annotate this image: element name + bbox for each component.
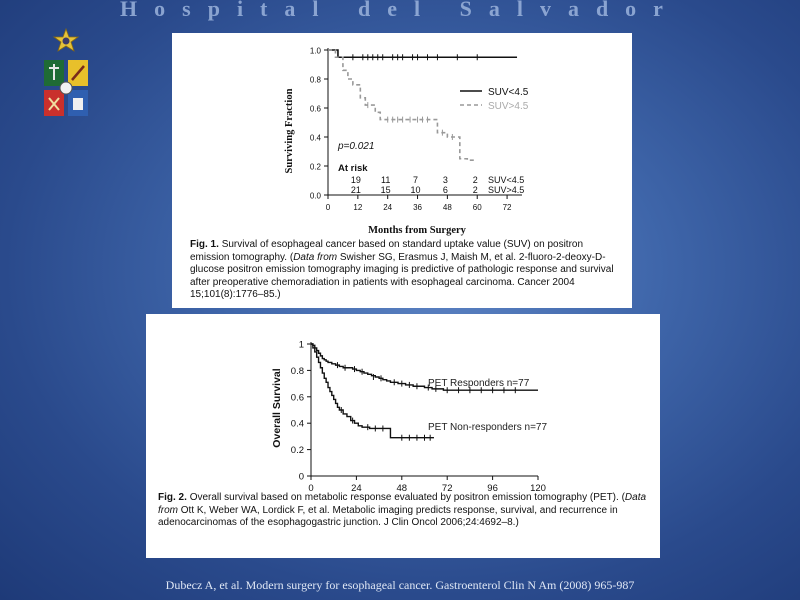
figure1-caption-italic: Data from <box>293 251 338 263</box>
series-label-responders: PET Responders n=77 <box>428 378 530 389</box>
figure2-caption-italic: Data from <box>158 492 647 516</box>
at-risk-value: 3 <box>442 175 448 185</box>
university-crest-icon <box>38 28 94 124</box>
x-tick-label: 12 <box>353 203 363 212</box>
y-tick-label: 0.6 <box>290 392 304 404</box>
figure1-caption <box>190 239 620 302</box>
at-risk-value: 6 <box>442 185 448 195</box>
at-risk-label: At risk <box>338 163 368 174</box>
at-risk-value: 7 <box>413 175 419 185</box>
figure2-caption-rest: Ott K, Weber WA, Lordick F, et al. Metabolic imaging predicts response, survival, and recurrence in adenocarcinomas of the esophagogastric junction. J Clin Oncol 2006;24:4692–8.) <box>158 504 618 528</box>
at-risk-value: 19 <box>350 175 361 185</box>
footer-citation: Dubecz A, et al. Modern surgery for esophageal cancer. Gastroenterol Clin N Am (2008) 965-987 <box>165 578 635 592</box>
legend-label-suv-high: SUV>4.5 <box>488 101 529 112</box>
x-tick-label: 60 <box>472 203 482 212</box>
figure1-chart <box>172 33 632 238</box>
figure2-chart <box>146 314 660 492</box>
at-risk-value: 11 <box>381 175 391 185</box>
x-tick-label: 0 <box>308 483 314 492</box>
x-tick-label: 0 <box>325 203 331 212</box>
y-tick-label: 0 <box>298 471 304 483</box>
figure2-ylabel: Overall Survival <box>271 368 283 448</box>
y-tick-label: 0.4 <box>309 133 321 143</box>
figure1-caption-label: Fig. 1. <box>190 239 219 250</box>
crest-star <box>54 29 78 51</box>
figure2-caption-label: Fig. 2. <box>158 492 187 503</box>
y-tick-label: 0.4 <box>290 418 304 430</box>
x-tick-label: 72 <box>502 203 512 212</box>
at-risk-value: 21 <box>350 185 361 195</box>
x-tick-label: 48 <box>396 483 408 492</box>
y-tick-label: 1 <box>298 339 304 351</box>
x-tick-label: 96 <box>487 483 498 492</box>
at-risk-value: 2 <box>472 175 478 185</box>
y-tick-label: 1.0 <box>309 46 321 56</box>
figure1-caption-rest: Swisher SG, Erasmus J, Maish M, et al. 2-fluoro-2-deoxy-D-glucose positron emission tomography imaging is predictive of pathologic response and survival after preoperative chemoradiation in patients with esophageal carcinoma. Cancer 2004 15;101(8):1776–85.) <box>190 251 614 300</box>
legend-label-suv-low: SUV<4.5 <box>488 87 529 98</box>
y-tick-label: 0.8 <box>309 75 321 85</box>
at-risk-row-label: SUV<4.5 <box>488 175 525 185</box>
header-title: Hospital del Salvador <box>120 0 680 21</box>
series-line-0 <box>328 50 517 57</box>
crest-shield <box>44 60 88 116</box>
x-tick-label: 48 <box>442 203 452 212</box>
x-tick-label: 36 <box>413 203 422 212</box>
y-tick-label: 0.2 <box>309 162 321 172</box>
x-tick-label: 24 <box>383 203 393 212</box>
x-tick-label: 120 <box>530 483 546 492</box>
figure2-panel <box>146 314 660 558</box>
y-tick-label: 0.8 <box>290 365 304 377</box>
series-label-nonresponders: PET Non-responders n=77 <box>428 422 548 433</box>
at-risk-value: 15 <box>380 185 391 195</box>
p-value: p=0.021 <box>338 141 375 152</box>
x-tick-label: 72 <box>441 483 453 492</box>
at-risk-row-label: SUV>4.5 <box>488 185 525 195</box>
y-tick-label: 0.2 <box>290 445 304 457</box>
at-risk-value: 10 <box>410 185 421 195</box>
figure2-caption <box>158 492 648 530</box>
series-line-1 <box>311 344 434 438</box>
figure1-xlabel: Months from Surgery <box>368 225 466 236</box>
at-risk-value: 2 <box>472 185 478 195</box>
figure1-panel <box>172 33 632 308</box>
figure1-caption-text: Survival of esophageal cancer based on standard uptake value (SUV) on positron emission tomography. ( <box>190 239 584 263</box>
y-tick-label: 0.0 <box>309 191 321 201</box>
y-tick-label: 0.6 <box>309 104 321 114</box>
figure2-caption-text: Overall survival based on metabolic response evaluated by positron emission tomography (PET). ( <box>189 492 625 503</box>
figure1-ylabel: Surviving Fraction <box>284 88 295 174</box>
x-tick-label: 24 <box>351 483 362 492</box>
